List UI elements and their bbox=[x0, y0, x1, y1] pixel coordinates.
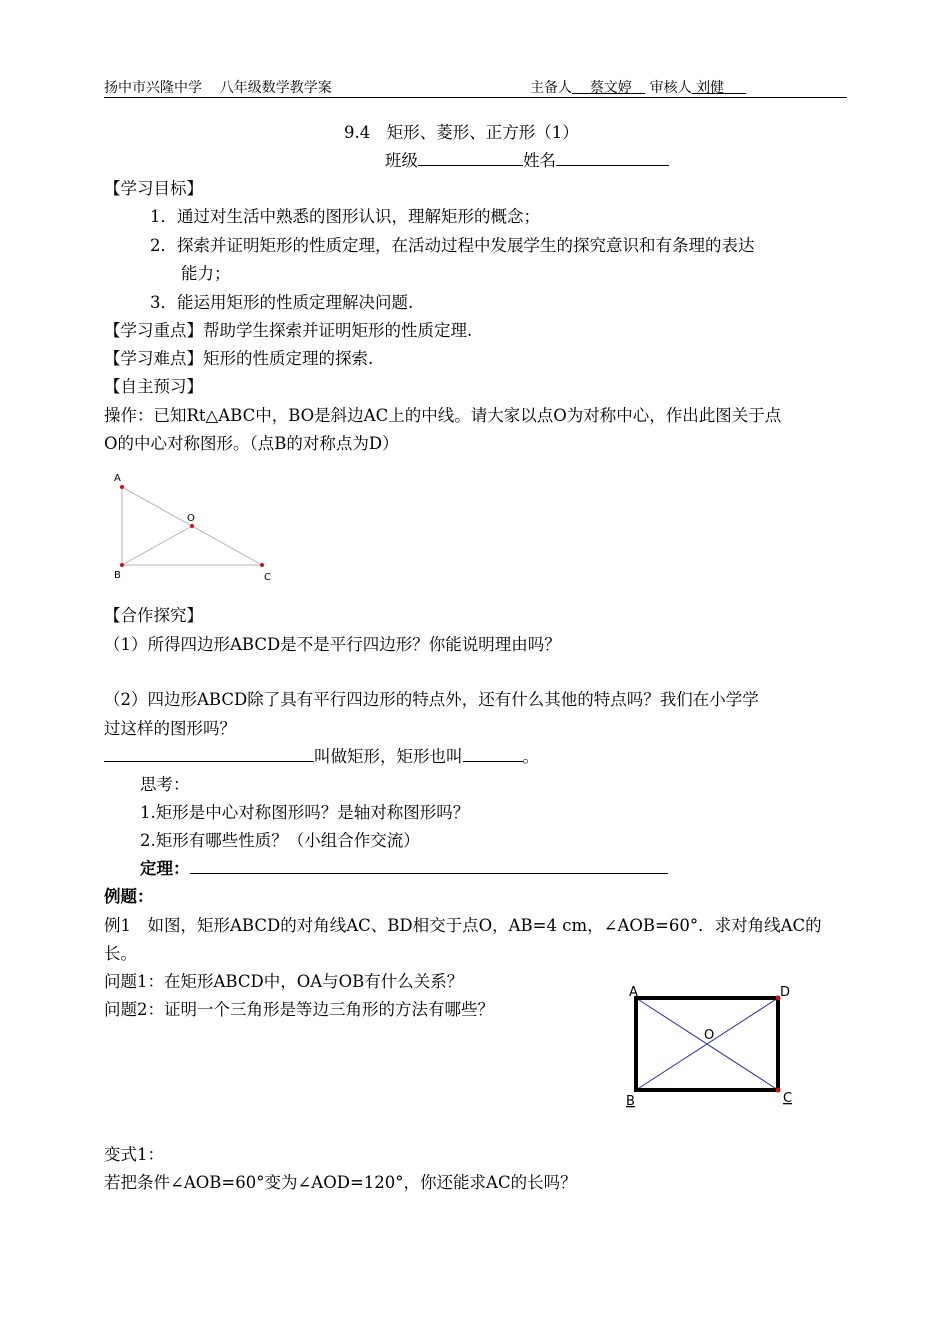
label-o: O bbox=[187, 513, 195, 524]
difficulty-heading: 【学习难点】 bbox=[104, 349, 203, 368]
example-1-line2: 长。 bbox=[104, 944, 137, 963]
point-o bbox=[190, 524, 194, 528]
school-name: 扬中市兴隆中学 bbox=[104, 80, 202, 96]
label-b: B bbox=[626, 1094, 635, 1109]
class-label: 班级 bbox=[385, 151, 418, 170]
point-c bbox=[260, 563, 264, 567]
think-item-2: 2.矩形有哪些性质？（小组合作交流） bbox=[140, 831, 420, 850]
label-b: B bbox=[114, 570, 121, 581]
variant-heading: 变式1： bbox=[104, 1145, 164, 1164]
explore-q2-line1: （2）四边形ABCD除了具有平行四边形的特点外，还有什么其他的特点吗？我们在小学学 bbox=[104, 690, 759, 709]
header-title: 八年级数学教学案 bbox=[219, 80, 332, 96]
rectangle-figure bbox=[620, 978, 820, 1118]
goal-item-3: 3．能运用矩形的性质定理解决问题. bbox=[150, 293, 414, 312]
variant-text: 若把条件∠AOB=60°变为∠AOD=120°，你还能求AC的长吗？ bbox=[104, 1173, 577, 1192]
think-label: 思考： bbox=[140, 775, 190, 794]
point-c bbox=[776, 1088, 781, 1093]
think-item-1: 1.矩形是中心对称图形吗？是轴对称图形吗？ bbox=[140, 803, 470, 822]
label-a: A bbox=[114, 473, 121, 484]
triangle-figure bbox=[100, 465, 300, 595]
key-point bbox=[104, 320, 472, 342]
question-1: 问题1：在矩形ABCD中，OA与OB有什么关系？ bbox=[104, 972, 464, 991]
definition-line bbox=[104, 746, 539, 768]
reviewer-name-wrap bbox=[692, 80, 747, 96]
preview-line-1: 操作：已知Rt△ABC中，BO是斜边AC上的中线。请大家以点O为对称中心，作出此图关于点 bbox=[104, 406, 782, 425]
definition-blank-2[interactable] bbox=[463, 746, 523, 762]
definition-blank-1[interactable] bbox=[104, 746, 314, 762]
goal-item-2-cont: 能力； bbox=[181, 264, 231, 283]
definition-end: 。 bbox=[522, 747, 539, 766]
label-c: C bbox=[783, 1091, 793, 1106]
theorem-blank[interactable] bbox=[190, 858, 668, 874]
class-name-line bbox=[385, 150, 669, 172]
explore-q2-line2: 过这样的图形吗？ bbox=[104, 719, 236, 738]
name-blank[interactable] bbox=[556, 150, 669, 166]
explore-heading: 【合作探究】 bbox=[104, 606, 203, 625]
header-authors bbox=[530, 79, 746, 97]
goal-item-2: 2．探索并证明矩形的性质定理，在活动过程中发展学生的探究意识和有条理的表达 bbox=[150, 236, 755, 255]
header-school bbox=[104, 79, 332, 97]
reviewer-name: 刘健 bbox=[696, 80, 725, 96]
label-d: D bbox=[780, 985, 791, 1000]
preview-line-2: O的中心对称图形。（点B的对称点为D） bbox=[104, 434, 399, 453]
point-b bbox=[120, 563, 124, 567]
explore-q1: （1）所得四边形ABCD是不是平行四边形？你能说明理由吗？ bbox=[104, 635, 561, 654]
reviewer-label: 审核人 bbox=[649, 80, 692, 96]
segment-bo bbox=[122, 526, 192, 565]
goals-heading: 【学习目标】 bbox=[104, 179, 203, 198]
theorem-label: 定理： bbox=[140, 859, 190, 878]
class-blank[interactable] bbox=[418, 150, 523, 166]
theorem-line bbox=[140, 858, 668, 880]
preparer-name: 蔡文婷 bbox=[589, 80, 632, 96]
header-rule bbox=[104, 97, 847, 98]
preparer-label: 主备人 bbox=[530, 80, 572, 96]
goal-item-1: 1．通过对生活中熟悉的图形认识，理解矩形的概念； bbox=[150, 207, 540, 226]
point-a bbox=[120, 485, 124, 489]
lesson-title: 9.4 矩形、菱形、正方形（1） bbox=[344, 123, 579, 142]
name-label: 姓名 bbox=[523, 151, 556, 170]
example-1-line1: 例1 如图，矩形ABCD的对角线AC、BD相交于点O，AB=4 cm，∠AOB=60°．求对角线AC的 bbox=[104, 916, 822, 935]
key-point-heading: 【学习重点】 bbox=[104, 321, 203, 340]
label-a: A bbox=[629, 985, 638, 1000]
definition-mid: 叫做矩形，矩形也叫 bbox=[314, 747, 463, 766]
examples-heading: 例题： bbox=[104, 887, 154, 906]
preparer-name-wrap bbox=[572, 80, 645, 96]
difficulty bbox=[104, 348, 373, 370]
question-2: 问题2：证明一个三角形是等边三角形的方法有哪些？ bbox=[104, 1000, 494, 1019]
difficulty-text: 矩形的性质定理的探索. bbox=[203, 349, 374, 368]
key-point-text: 帮助学生探索并证明矩形的性质定理. bbox=[203, 321, 473, 340]
label-o: O bbox=[704, 1028, 715, 1043]
label-c: C bbox=[264, 572, 271, 583]
preview-heading: 【自主预习】 bbox=[104, 377, 203, 396]
